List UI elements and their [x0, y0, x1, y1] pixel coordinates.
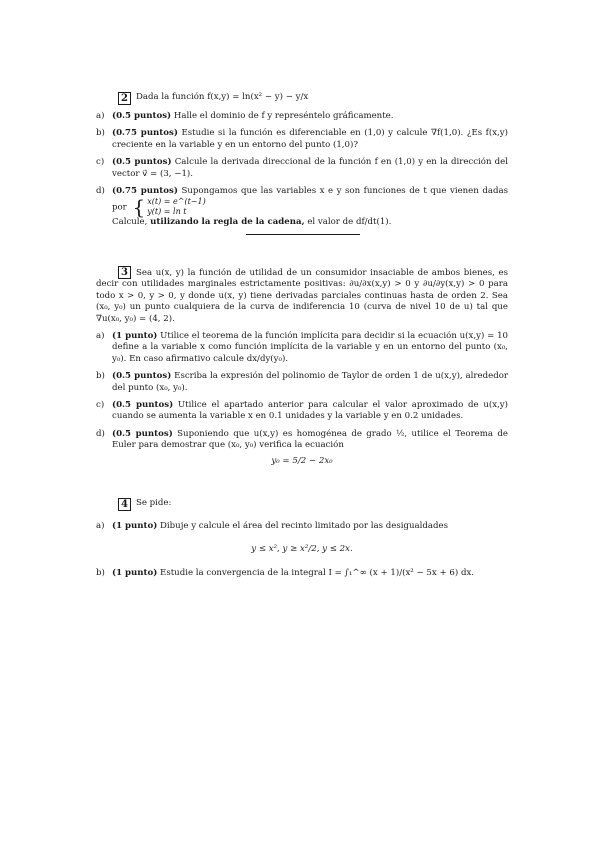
points: (1 punto) — [112, 331, 158, 342]
problem-2-intro: Dada la función f(x,y) = ln(x² − y) − y/x — [135, 92, 309, 102]
points: (0.75 puntos) — [112, 128, 178, 139]
part-text: Halle el dominio de f y represéntelo gráficamente. — [173, 111, 394, 121]
brace-glyph: { — [132, 195, 146, 220]
problem-3 — [96, 266, 508, 471]
part-text: Calcule la derivada direccional de la función f en (1,0) y en la dirección del vector v⃗ = (3, −1). — [112, 157, 508, 179]
part-text: Suponiendo que u(x,y) es homogénea de grado ½, utilice el Teorema de Euler para demostrar que (x₀, y₀) verifica la ecuación — [112, 428, 508, 451]
problem-4 — [96, 498, 508, 579]
problem-3-part-d — [96, 429, 508, 452]
problem-number-2: 2 — [118, 92, 131, 105]
points: (1 punto) — [112, 567, 158, 578]
problem-3-intro: Sea u(x, y) la función de utilidad de un consumidor insaciable de ambos bienes, es decir con utilidades marginales estrictamente positivas: ∂u/∂x(x,y) > 0 y ∂u/∂y(x,y) > 0 para todo x > 0, y > 0, y donde u(x, y) tiene derivadas parciales continuas hasta de orden 2. Sea (x₀, y₀) un punto cualquiera de la curva de indiferencia 10 (curva de nivel 10 de u) tal que ∇u(x₀, y₀) = (4, 2). — [96, 268, 508, 324]
points: (1 punto) — [112, 521, 158, 531]
euler-equation: y₀ = 5/2 − 2x₀ — [271, 455, 333, 466]
part-label: a) — [96, 521, 105, 531]
part-text: Dibuje y calcule el área del recinto limitado por las desigualdades — [160, 521, 449, 531]
problem-2-part-d — [96, 186, 508, 229]
problem-2-part-a — [96, 111, 508, 122]
part-label: c) — [96, 157, 105, 168]
part-label: a) — [96, 111, 105, 121]
points: (0.5 puntos) — [112, 400, 174, 411]
parametric-system — [132, 195, 206, 220]
problem-4-intro: Se pide: — [135, 498, 172, 508]
points: (0.75 puntos) — [112, 186, 178, 197]
problem-3-header — [96, 266, 508, 325]
part-text: Utilice el apartado anterior para calcular el valor aproximado de u(x,y) cuando se aumenta la variable x en 0.1 unidades y la variable y en 0.2 unidades. — [112, 400, 509, 422]
part-label: b) — [96, 128, 105, 139]
emphasis-text: utilizando la regla de la cadena, — [150, 217, 305, 228]
inequalities-equation: y ≤ x², y ≥ x²/2, y ≤ 2x. — [251, 544, 353, 555]
part-text: Estudie si la función es diferenciable en (1,0) y calcule ∇f(1,0). ¿Es f(x,y) creciente en la variable y en un entorno del punto (1,0)? — [112, 128, 508, 150]
part-text: el valor de df/dt(1). — [307, 217, 392, 228]
part-label: d) — [96, 186, 105, 197]
problem-2-part-b — [96, 128, 508, 151]
points: (0.5 puntos) — [112, 157, 172, 168]
part-text: Supongamos que las variables x e y son funciones de t que vienen dadas por — [112, 186, 508, 213]
points: (0.5 puntos) — [112, 111, 172, 121]
system-row-y: y(t) = ln t — [147, 207, 187, 217]
problem-3-part-b — [96, 371, 508, 394]
problem-4-header — [96, 498, 508, 511]
part-text: Utilice el teorema de la función implícita para decidir si la ecuación u(x,y) = 10 define a la variable x como función implícita de la variable y en un entorno del punto (x₀, y₀). En caso afirmativo calcule dx/dy(y₀). — [112, 331, 509, 364]
part-text: Escriba la expresión del polinomio de Taylor de orden 1 de u(x,y), alrededor del punto (x₀, y₀). — [112, 371, 508, 393]
part-label: b) — [96, 567, 105, 578]
problem-2-header — [96, 92, 508, 105]
problem-number-4: 4 — [118, 498, 131, 511]
problem-4-part-b — [96, 568, 508, 579]
system-row-x: x(t) = e^(t−1) — [147, 197, 206, 207]
points: (0.5 puntos) — [112, 428, 173, 439]
problem-2-part-c — [96, 157, 508, 180]
section-divider — [246, 234, 360, 235]
problem-3-part-c — [96, 400, 508, 423]
points: (0.5 puntos) — [112, 371, 172, 382]
problem-2 — [96, 92, 508, 229]
part-text: Estudie la convergencia de la integral I = ∫₁^∞ (x + 1)/(x² − 5x + 6) dx. — [160, 567, 475, 578]
problem-4-part-a — [96, 521, 508, 532]
part-text: Calcule, — [112, 217, 148, 228]
part-label: b) — [96, 371, 105, 382]
problem-number-3: 3 — [118, 266, 131, 279]
part-label: a) — [96, 331, 105, 342]
part-label: d) — [96, 428, 105, 439]
problem-3-part-a — [96, 331, 508, 365]
part-label: c) — [96, 400, 105, 411]
